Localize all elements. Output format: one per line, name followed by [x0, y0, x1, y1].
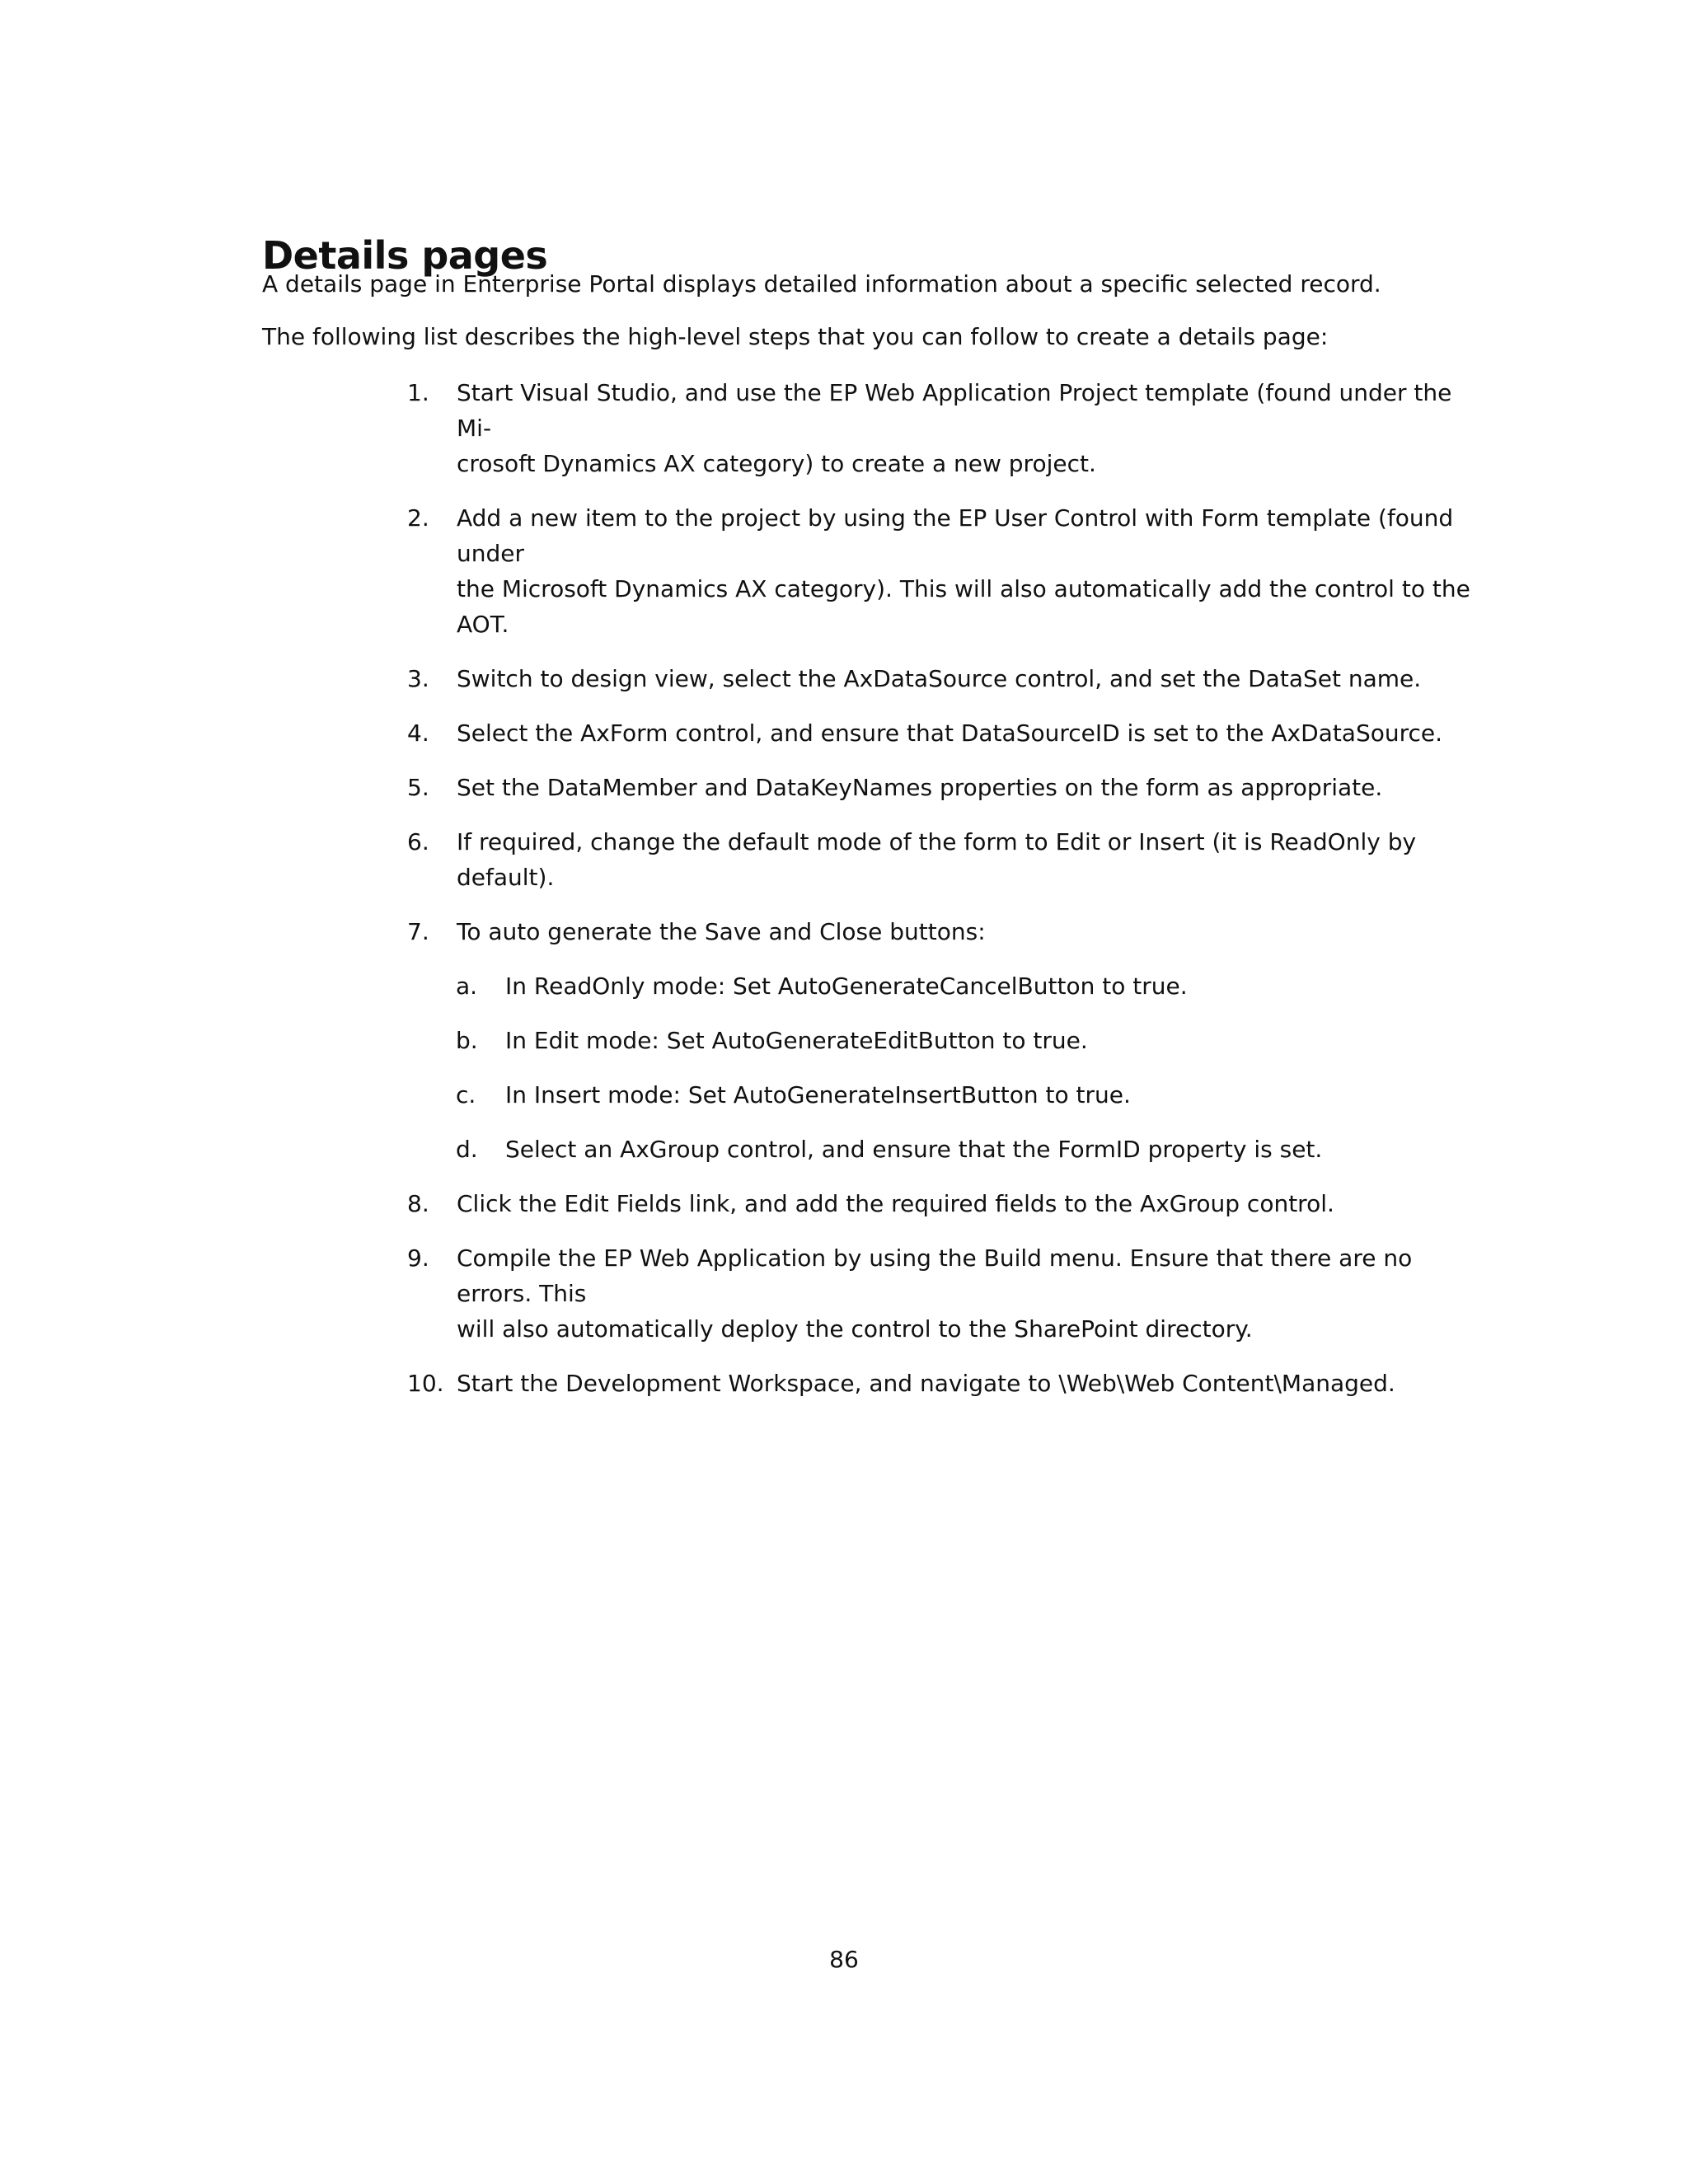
step-text: If required, change the default mode of the form to Edit or Insert (it is ReadOnly by default).: [457, 828, 1417, 891]
list-item: [407, 375, 1479, 481]
step-text: Set the DataMember and DataKeyNames properties on the form as appropriate.: [457, 774, 1383, 801]
list-item: [407, 715, 1479, 751]
step-text: Add a new item to the project by using the EP User Control with Form template (found under the Microsoft Dynamics AX category). This will also automatically add the control to the AOT.: [457, 504, 1470, 638]
step-number: 5.: [407, 774, 429, 801]
step-text: Select the AxForm control, and ensure that DataSourceID is set to the AxDataSource.: [457, 719, 1443, 747]
list-item: [407, 500, 1479, 642]
step-number: 10.: [407, 1370, 444, 1397]
step-number: 2.: [407, 504, 429, 532]
step-text: Compile the EP Web Application by using the Build menu. Ensure that there are no errors. This will also automatically deploy the control to the SharePoint directory.: [457, 1244, 1413, 1343]
steps-list: [407, 375, 1479, 1420]
substep-text: Select an AxGroup control, and ensure that the FormID property is set.: [505, 1136, 1323, 1163]
substeps-list: [457, 968, 1479, 1167]
step-number: 9.: [407, 1244, 429, 1272]
step-text: Start the Development Workspace, and navigate to \Web\Web Content\Managed.: [457, 1370, 1395, 1397]
substep-text: In Insert mode: Set AutoGenerateInsertButton to true.: [505, 1081, 1131, 1108]
list-item: [407, 1186, 1479, 1221]
page-number: 86: [829, 1946, 859, 1973]
list-item: [407, 1366, 1479, 1401]
substep-letter: a.: [456, 972, 478, 1000]
section-heading: Details pages: [262, 232, 548, 278]
step-number: 6.: [407, 828, 429, 855]
substep-text: In ReadOnly mode: Set AutoGenerateCancelButton to true.: [505, 972, 1188, 1000]
sub-list-item: [407, 968, 1479, 1004]
sub-list-item: [407, 1132, 1479, 1167]
list-item: [407, 770, 1479, 805]
step-number: 7.: [407, 918, 429, 945]
step-text: Click the Edit Fields link, and add the required fields to the AxGroup control.: [457, 1190, 1334, 1217]
step-text: To auto generate the Save and Close buttons:: [457, 918, 986, 945]
step-number: 3.: [407, 665, 429, 692]
step-number: 1.: [407, 379, 429, 406]
sub-list-item: [407, 1023, 1479, 1058]
step-text: Start Visual Studio, and use the EP Web Application Project template (found under the Mi- crosoft Dynamics AX category) to create a new project.: [457, 379, 1452, 477]
substep-text: In Edit mode: Set AutoGenerateEditButton to true.: [505, 1027, 1088, 1054]
intro-paragraph: A details page in Enterprise Portal displays detailed information about a specific selected record.: [262, 270, 1381, 298]
list-item: [407, 661, 1479, 696]
list-item: [407, 914, 1479, 1167]
step-text: Switch to design view, select the AxDataSource control, and set the DataSet name.: [457, 665, 1422, 692]
substep-letter: c.: [456, 1081, 476, 1108]
substep-letter: b.: [456, 1027, 478, 1054]
sub-list-item: [407, 1077, 1479, 1113]
substep-letter: d.: [456, 1136, 478, 1163]
step-number: 4.: [407, 719, 429, 747]
list-item: [407, 824, 1479, 895]
step-number: 8.: [407, 1190, 429, 1217]
list-item: [407, 1240, 1479, 1347]
list-intro-paragraph: The following list describes the high-level steps that you can follow to create a details page:: [262, 323, 1329, 350]
